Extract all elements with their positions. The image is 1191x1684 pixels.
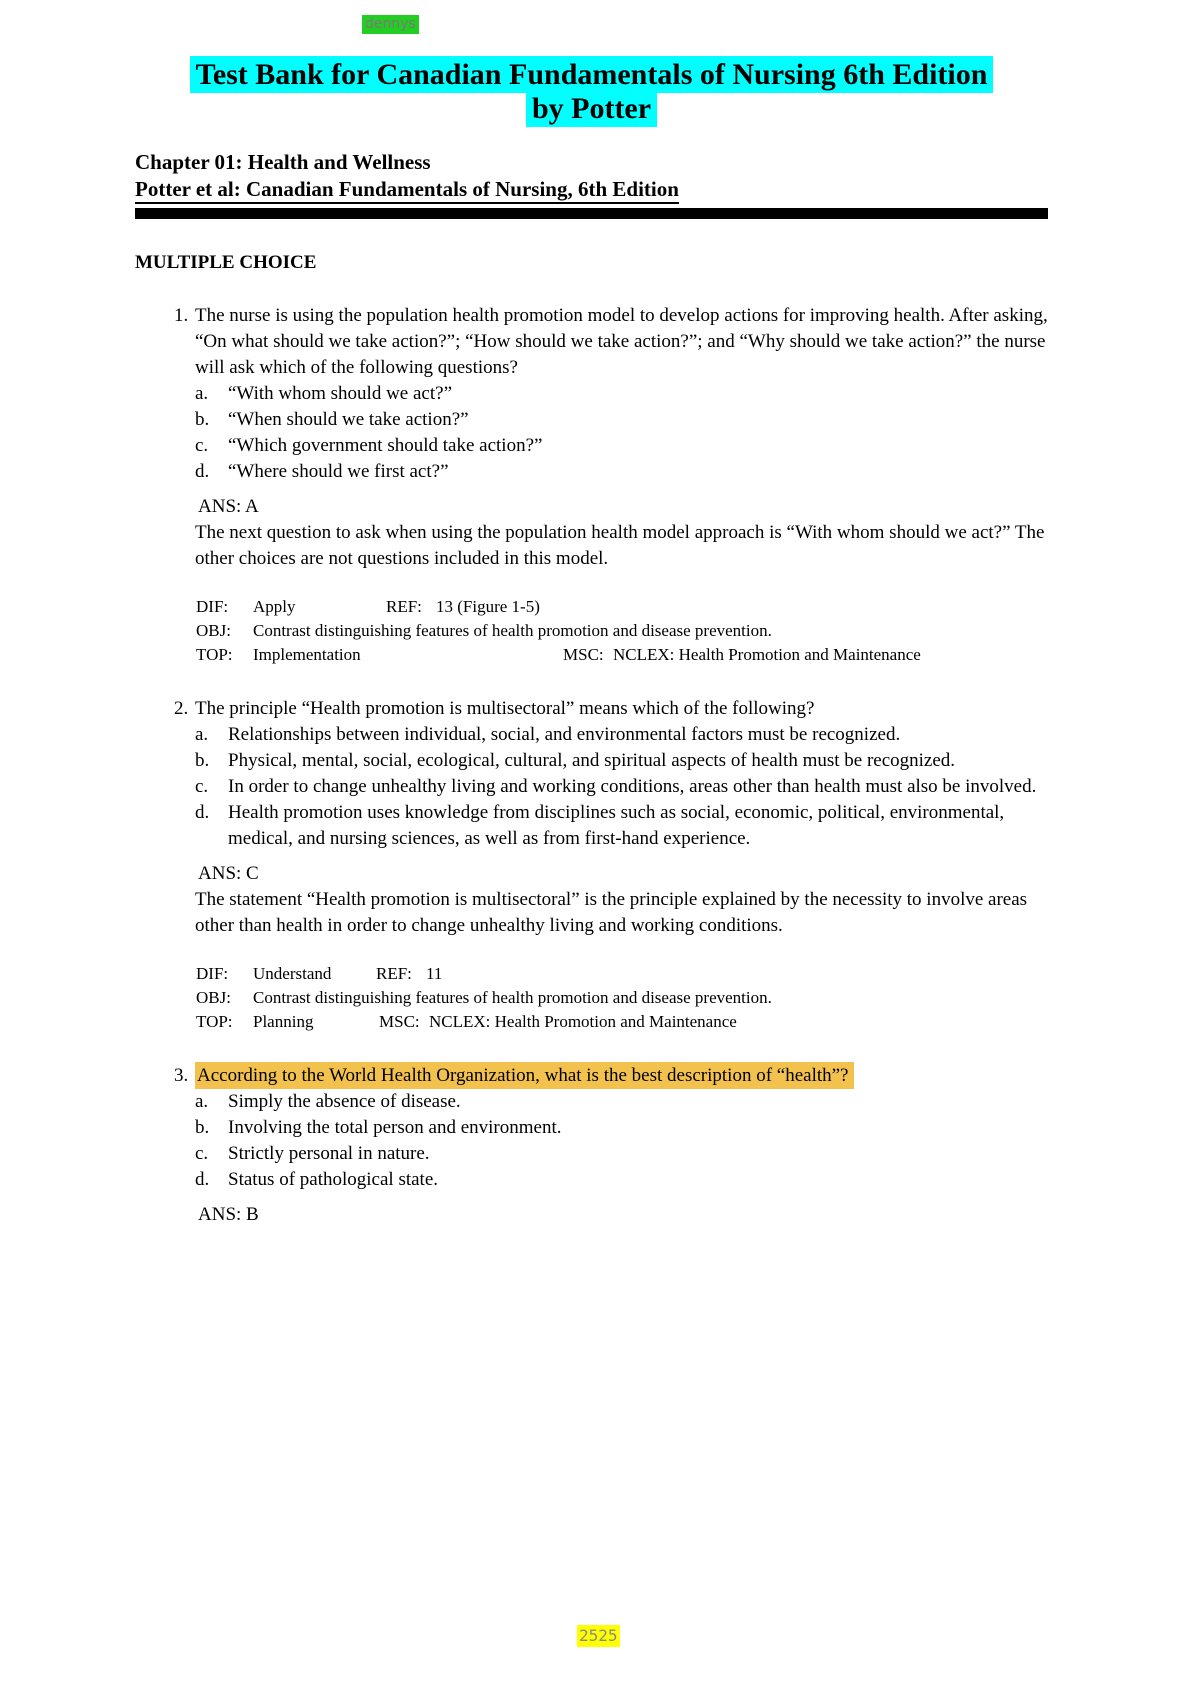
option-text: “With whom should we act?” [228, 383, 453, 404]
option-row-a [195, 722, 1048, 748]
msc-value: NCLEX: Health Promotion and Maintenance [429, 1012, 737, 1031]
option-text: “When should we take action?” [228, 409, 469, 430]
option-letter: c. [195, 776, 209, 797]
option-row-c [195, 774, 1048, 800]
meta-row-obj [196, 619, 1048, 643]
option-text: “Which government should take action?” [228, 435, 543, 456]
page-number-badge: 2525 [579, 1626, 618, 1645]
top-label: TOP: [196, 1012, 233, 1031]
obj-label: OBJ: [196, 988, 231, 1007]
answer-value: A [245, 496, 259, 517]
question-meta [195, 595, 1048, 667]
option-letter: a. [195, 383, 209, 404]
obj-label: OBJ: [196, 621, 231, 640]
top-label: TOP: [196, 645, 233, 664]
option-row-a [195, 1089, 1048, 1115]
option-text: “Where should we first act?” [228, 461, 449, 482]
section-header: MULTIPLE CHOICE [135, 252, 317, 273]
ref-value: 11 [426, 964, 443, 983]
watermark-label: dennys [362, 15, 419, 34]
option-text: In order to change unhealthy living and working conditions, areas other than health must also be involved. [228, 776, 1037, 797]
rationale-text: The statement “Health promotion is multisectoral” is the principle explained by the necessity to involve areas other than health in order to change unhealthy living and working conditions. [195, 889, 1028, 936]
option-letter: d. [195, 461, 210, 482]
answer-label: ANS: [198, 863, 242, 884]
option-text: Strictly personal in nature. [228, 1143, 430, 1164]
option-letter: a. [195, 724, 209, 745]
top-value: Implementation [253, 645, 361, 664]
option-row-d [195, 459, 1048, 485]
meta-row-dif [196, 595, 1048, 619]
question-number: 3. [174, 1065, 189, 1086]
option-row-d [195, 800, 1048, 852]
msc-value: NCLEX: Health Promotion and Maintenance [613, 645, 921, 664]
option-letter: b. [195, 750, 210, 771]
document-title-highlight: Test Bank for Canadian Fundamentals of Nursing 6th Edition by Potter [190, 56, 994, 127]
dif-label: DIF: [196, 597, 229, 616]
meta-row-top [196, 643, 1048, 667]
question-text: The principle “Health promotion is multisectoral” means which of the following? [195, 698, 815, 719]
dif-value: Apply [253, 597, 296, 616]
chapter-header [135, 148, 1048, 219]
option-text: Status of pathological state. [228, 1169, 439, 1190]
dif-label: DIF: [196, 964, 229, 983]
rationale-text: The next question to ask when using the population health model approach is “With whom should we act?” The other choices are not questions included in this model. [195, 522, 1045, 569]
option-row-b [195, 407, 1048, 433]
book-title: Potter et al: Canadian Fundamentals of Nursing, 6th Edition [135, 176, 679, 204]
option-letter: d. [195, 802, 210, 823]
option-letter: b. [195, 1117, 210, 1138]
answer-label: ANS: [198, 496, 242, 517]
answer-label: ANS: [198, 1204, 242, 1225]
question-item-3 [135, 1063, 1048, 1228]
option-letter: b. [195, 409, 210, 430]
question-number: 2. [174, 698, 189, 719]
msc-label: MSC: [563, 645, 604, 664]
option-text: Involving the total person and environment. [228, 1117, 562, 1138]
meta-row-top [196, 1010, 1048, 1034]
option-row-b [195, 748, 1048, 774]
option-letter: a. [195, 1091, 209, 1112]
dif-value: Understand [253, 964, 332, 983]
ref-label: REF: [386, 597, 422, 616]
question-text: The nurse is using the population health promotion model to develop actions for improving health. After asking, “On what should we take action?”; “How should we take action?”; and “Why should we take action?” the nurse will ask which of the following questions? [195, 305, 1048, 378]
question-item-1 [135, 303, 1048, 667]
page-content [135, 0, 1048, 1228]
meta-row-obj [196, 986, 1048, 1010]
option-letter: c. [195, 435, 209, 456]
question-text-highlighted [195, 1063, 1048, 1089]
ref-label: REF: [376, 964, 412, 983]
chapter-title: Chapter 01: Health and Wellness [135, 150, 431, 174]
msc-label: MSC: [379, 1012, 420, 1031]
top-value: Planning [253, 1012, 314, 1031]
document-title [135, 58, 1048, 126]
question-highlight: According to the World Health Organization, what is the best description of “health”? [195, 1062, 854, 1089]
option-text: Health promotion uses knowledge from disciplines such as social, economic, political, environmental, medical, and nursing sciences, as well as from first-hand experience. [228, 802, 1005, 849]
option-text: Physical, mental, social, ecological, cultural, and spiritual aspects of health must be recognized. [228, 750, 956, 771]
answer-line [195, 494, 1048, 520]
answer-line [195, 1202, 1048, 1228]
answer-line [195, 861, 1048, 887]
answer-value: B [246, 1204, 259, 1225]
option-row-c [195, 1141, 1048, 1167]
obj-value: Contrast distinguishing features of health promotion and disease prevention. [253, 988, 772, 1007]
option-row-a [195, 381, 1048, 407]
option-row-b [195, 1115, 1048, 1141]
question-item-2 [135, 696, 1048, 1034]
question-number: 1. [174, 305, 189, 326]
option-text: Relationships between individual, social, and environmental factors must be recognized. [228, 724, 901, 745]
option-row-d [195, 1167, 1048, 1193]
option-row-c [195, 433, 1048, 459]
answer-value: C [246, 863, 259, 884]
question-meta [195, 962, 1048, 1034]
obj-value: Contrast distinguishing features of health promotion and disease prevention. [253, 621, 772, 640]
meta-row-dif [196, 962, 1048, 986]
ref-value: 13 (Figure 1-5) [436, 597, 540, 616]
option-letter: c. [195, 1143, 209, 1164]
option-letter: d. [195, 1169, 210, 1190]
divider-rule [135, 208, 1048, 219]
option-text: Simply the absence of disease. [228, 1091, 461, 1112]
